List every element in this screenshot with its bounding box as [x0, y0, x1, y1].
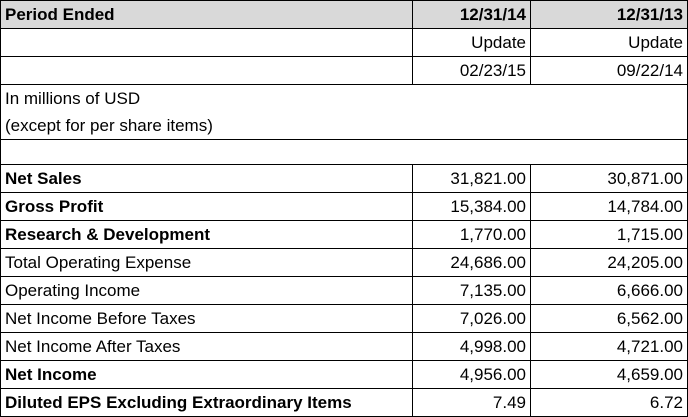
row-label: Diluted EPS Excluding Extraordinary Items	[1, 389, 413, 417]
value-2014: 24,686.00	[413, 249, 531, 277]
table-row	[1, 305, 688, 333]
table-row	[1, 165, 688, 193]
table-row	[1, 193, 688, 221]
row-label: Operating Income	[1, 277, 413, 305]
update-col1: Update	[413, 29, 531, 57]
value-2013: 6,666.00	[531, 277, 688, 305]
header-row	[1, 1, 688, 29]
update-col2: Update	[531, 29, 688, 57]
table-row	[1, 249, 688, 277]
value-2013: 4,659.00	[531, 361, 688, 389]
update-row	[1, 29, 688, 57]
value-2013: 6,562.00	[531, 305, 688, 333]
row-label: Research & Development	[1, 221, 413, 249]
per-share-note: (except for per share items)	[1, 112, 688, 140]
value-2014: 15,384.00	[413, 193, 531, 221]
value-2013: 4,721.00	[531, 333, 688, 361]
spacer-cell	[1, 140, 688, 165]
value-2013: 6.72	[531, 389, 688, 417]
table-body	[1, 1, 688, 165]
table-row	[1, 361, 688, 389]
data-rows	[1, 165, 688, 417]
value-2014: 1,770.00	[413, 221, 531, 249]
period-ended-header: Period Ended	[1, 1, 413, 29]
table-row	[1, 333, 688, 361]
value-2014: 4,956.00	[413, 361, 531, 389]
value-2013: 24,205.00	[531, 249, 688, 277]
update-date-col2: 09/22/14	[531, 57, 688, 85]
row-label: Net Sales	[1, 165, 413, 193]
value-2013: 14,784.00	[531, 193, 688, 221]
update-row-label	[1, 29, 413, 57]
update-date-col1: 02/23/15	[413, 57, 531, 85]
value-2013: 1,715.00	[531, 221, 688, 249]
period-col2-header: 12/31/13	[531, 1, 688, 29]
table-row	[1, 221, 688, 249]
row-label: Total Operating Expense	[1, 249, 413, 277]
update-date-row	[1, 57, 688, 85]
row-label: Gross Profit	[1, 193, 413, 221]
units-note: In millions of USD	[1, 85, 688, 113]
value-2014: 7.49	[413, 389, 531, 417]
period-col1-header: 12/31/14	[413, 1, 531, 29]
value-2014: 7,135.00	[413, 277, 531, 305]
spacer-row	[1, 140, 688, 165]
row-label: Net Income After Taxes	[1, 333, 413, 361]
value-2014: 31,821.00	[413, 165, 531, 193]
table-row	[1, 389, 688, 417]
value-2014: 4,998.00	[413, 333, 531, 361]
value-2013: 30,871.00	[531, 165, 688, 193]
per-share-note-row	[1, 112, 688, 140]
row-label: Net Income	[1, 361, 413, 389]
table-row	[1, 277, 688, 305]
units-note-row	[1, 85, 688, 113]
update-date-label	[1, 57, 413, 85]
row-label: Net Income Before Taxes	[1, 305, 413, 333]
value-2014: 7,026.00	[413, 305, 531, 333]
